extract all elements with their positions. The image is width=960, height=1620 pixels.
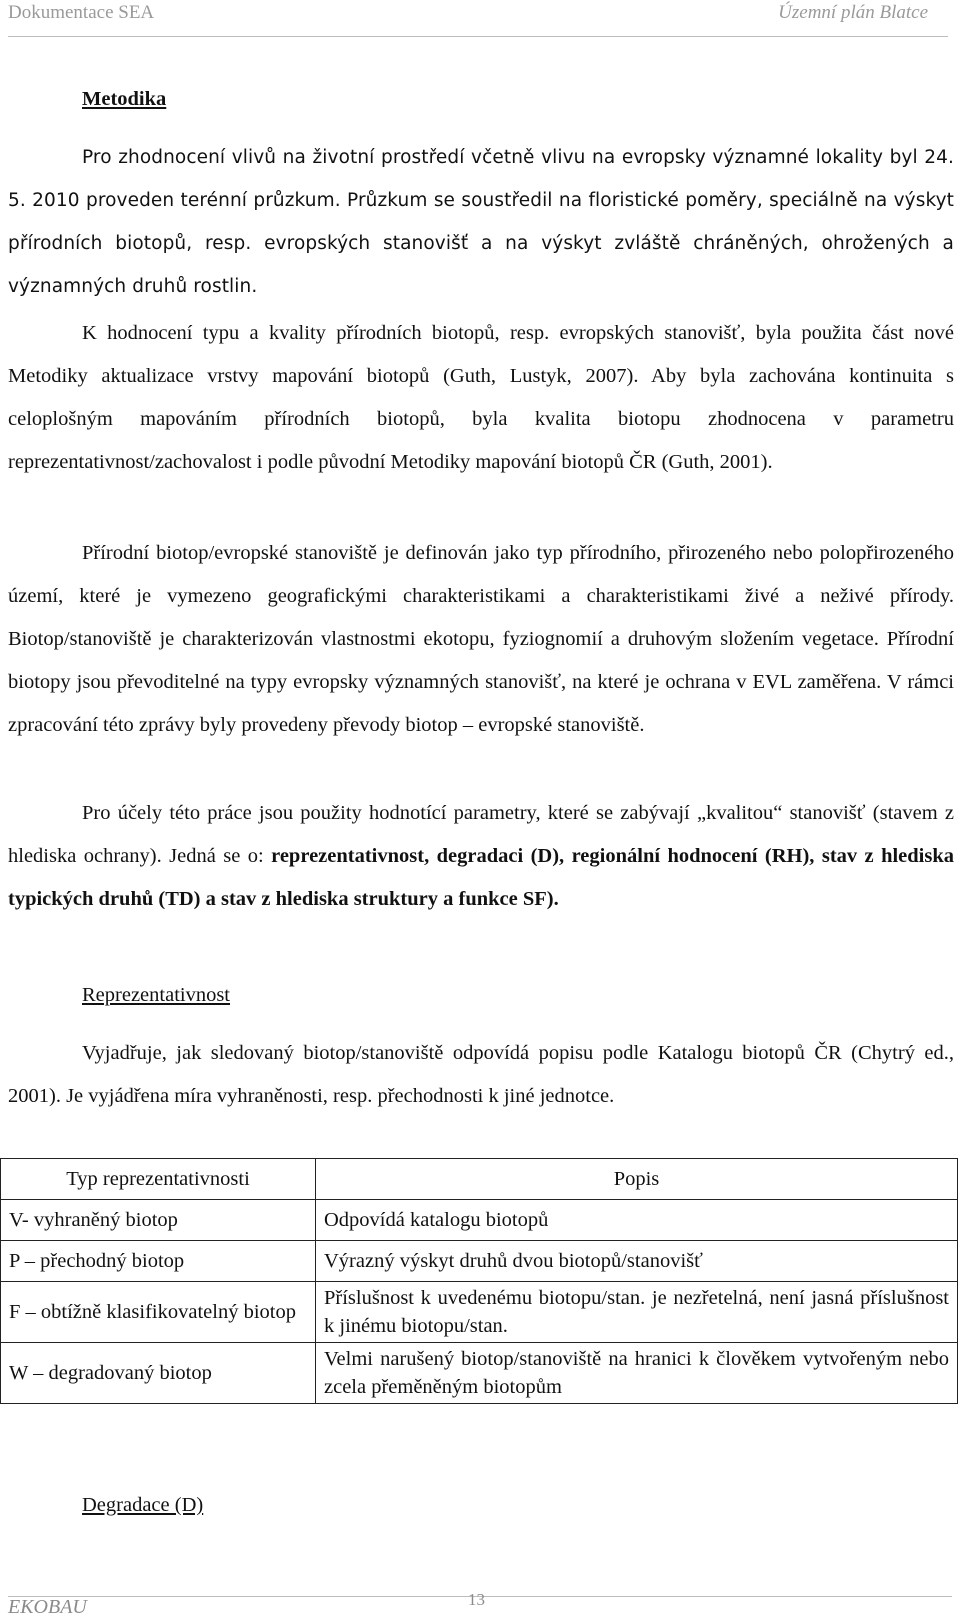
footer-company: EKOBAU — [8, 1596, 87, 1618]
paragraph-metodika-2: K hodnocení typu a kvality přírodních biotopů, resp. evropských stanovišť, byla použita část nové Metodiky aktualizace vrstvy mapování biotopů (Guth, Lustyk, 2007). Aby byla zachována kontinuita s celoplošným mapováním přírodních biotopů, byla kvalita biotopu zhodnocena v parametru reprezentativnost/zachovalost i podle původní Metodiky mapování biotopů ČR (Guth, 2001). — [8, 322, 954, 473]
heading-metodika: Metodika — [82, 88, 167, 110]
table-header-cell: Typ reprezentativnosti — [1, 1159, 316, 1200]
table-cell: F – obtížně klasifikovatelný biotop — [1, 1282, 316, 1343]
representativeness-table — [0, 1158, 958, 1404]
table-row — [1, 1241, 958, 1282]
table-row — [1, 1282, 958, 1343]
heading-reprezentativnost: Reprezentativnost — [82, 984, 231, 1006]
paragraph-metodika-1: Pro zhodnocení vlivů na životní prostředí včetně vlivu na evropsky významné lokality byl 24. 5. 2010 proveden terénní průzkum. Průzkum se soustředil na floristické poměry, speciálně na výskyt přírodních biotopů, resp. evropských stanovišť a na výskyt zvláště chráněných, ohrožených a významných druhů rostlin. — [8, 147, 954, 297]
table-header-row — [1, 1159, 958, 1200]
table-cell: Velmi narušený biotop/stanoviště na hranici k člověkem vytvořeným nebo zcela přeměněným biotopům — [316, 1343, 958, 1404]
page-number: 13 — [468, 1590, 485, 1609]
header-divider — [8, 36, 948, 37]
page-header — [8, 2, 928, 30]
table-row — [1, 1200, 958, 1241]
table-cell: Odpovídá katalogu biotopů — [316, 1200, 958, 1241]
paragraph-metodika-4 — [8, 792, 954, 921]
table-cell: Příslušnost k uvedenému biotopu/stan. je nezřetelná, není jasná příslušnost k jinému biotopu/stan. — [316, 1282, 958, 1343]
paragraph-metodika-4-text: Pro účely této práce jsou použity hodnotící parametry, které se zabývají „kvalitou“ stanovišť (stavem z hlediska ochrany). Jedná se o: — [8, 802, 954, 867]
table-cell: P – přechodný biotop — [1, 1241, 316, 1282]
table-cell: V- vyhraněný biotop — [1, 1200, 316, 1241]
table-row — [1, 1343, 958, 1404]
table-cell: W – degradovaný biotop — [1, 1343, 316, 1404]
paragraph-metodika-3: Přírodní biotop/evropské stanoviště je definován jako typ přírodního, přirozeného nebo polopřirozeného území, které je vymezeno geografickými charakteristikami a charakteristikami živé a neživé přírody. Biotop/stanoviště je charakterizován vlastnostmi ekotopu, fyziognomií a druhovým složením vegetace. Přírodní biotopy jsou převoditelné na typy evropsky významných stanovišť, na které je ochrana v EVL zaměřena. V rámci zpracování této zprávy byly provedeny převody biotop – evropské stanoviště. — [8, 542, 954, 736]
heading-degradace: Degradace (D) — [82, 1494, 204, 1516]
paragraph-metodika-4-bold: reprezentativnost, degradaci (D), regionální hodnocení (RH), stav z hlediska typických druhů (TD) a stav z hlediska struktury a funkce SF). — [8, 845, 955, 910]
table-header-cell: Popis — [316, 1159, 958, 1200]
header-left-text: Dokumentace SEA — [8, 2, 155, 23]
header-right-text: Územní plán Blatce — [778, 2, 928, 23]
paragraph-reprezentativnost: Vyjadřuje, jak sledovaný biotop/stanoviště odpovídá popisu podle Katalogu biotopů ČR (Chytrý ed., 2001). Je vyjádřena míra vyhraněnosti, resp. přechodnosti k jiné jednotce. — [8, 1042, 954, 1107]
table-cell: Výrazný výskyt druhů dvou biotopů/stanovišť — [316, 1241, 958, 1282]
